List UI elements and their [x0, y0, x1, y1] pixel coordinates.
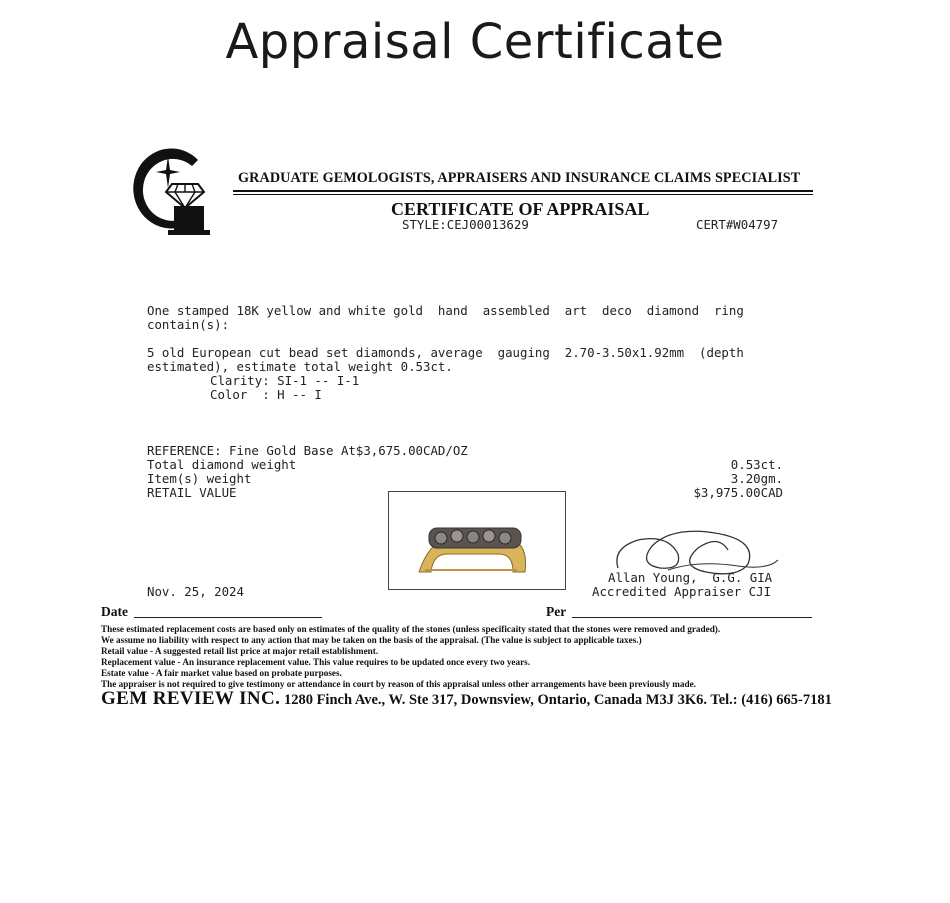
date-label: Date — [101, 604, 128, 619]
per-line — [572, 617, 812, 618]
description-line-2: contain(s): — [147, 317, 230, 332]
company-name: GEM REVIEW INC. — [101, 688, 281, 709]
description-line-3: 5 old European cut bead set diamonds, average gauging 2.70-3.50x1.92mm (depth — [147, 345, 744, 360]
ring-image — [389, 492, 565, 589]
value-row-label: Item(s) weight — [147, 471, 252, 486]
cert-number: CERT#W04797 — [696, 217, 779, 232]
header-rule-thin — [233, 194, 813, 195]
reference-line: REFERENCE: Fine Gold Base At$3,675.00CAD/OZ — [147, 443, 468, 458]
value-row-value: $3,975.00CAD — [693, 485, 783, 500]
organization-line: GRADUATE GEMOLOGISTS, APPRAISERS AND INSURANCE CLAIMS SPECIALIST — [238, 170, 801, 186]
value-row-label: RETAIL VALUE — [147, 485, 237, 500]
page-title: Appraisal Certificate — [225, 14, 725, 70]
company-logo — [128, 146, 212, 238]
fine-print-line: We assume no liability with respect to any action that may be taken on the basis of the appraisal. (The value is subject to applicable taxes.) — [101, 635, 642, 645]
style-number: STYLE:CEJ00013629 — [402, 217, 529, 232]
date-line — [134, 617, 322, 618]
value-row-value: 3.20gm. — [730, 471, 783, 486]
appraiser-title: Accredited Appraiser CJI — [592, 584, 772, 599]
description-line-4: estimated), estimate total weight 0.53ct. — [147, 359, 453, 374]
fine-print-line: These estimated replacement costs are based only on estimates of the quality of the stones (unless specificaity stated that the stones were removed and graded). — [101, 624, 721, 634]
fine-print-line: Replacement value - An insurance replacement value. This value requires to be updated once every two years. — [101, 657, 531, 667]
value-row-label: Total diamond weight — [147, 457, 297, 472]
clarity-line: Clarity: SI-1 -- I-1 — [210, 373, 360, 388]
certificate-title: CERTIFICATE OF APPRAISAL — [391, 199, 650, 219]
per-label: Per — [546, 604, 567, 619]
fine-print-line: Estate value - A fair market value based on probate purposes. — [101, 668, 342, 678]
value-row-value: 0.53ct. — [730, 457, 783, 472]
ring-photo — [388, 491, 566, 590]
company-footer — [101, 688, 832, 710]
fine-print-line: Retail value - A suggested retail list price at major retail establishment. — [101, 646, 379, 656]
appraisal-date: Nov. 25, 2024 — [147, 584, 244, 599]
color-line: Color : H -- I — [210, 387, 322, 402]
fine-print-line: The appraiser is not required to give testimony or attendance in court by reason of this appraisal unless other arrangements have been previously made. — [101, 679, 696, 689]
company-address: 1280 Finch Ave., W. Ste 317, Downsview, Ontario, Canada M3J 3K6. Tel.: (416) 665-7181 — [280, 692, 832, 708]
description-line-1: One stamped 18K yellow and white gold hand assembled art deco diamond ring — [147, 303, 744, 318]
appraiser-name: Allan Young, G.G. GIA — [608, 570, 773, 585]
header-rule — [233, 190, 813, 192]
